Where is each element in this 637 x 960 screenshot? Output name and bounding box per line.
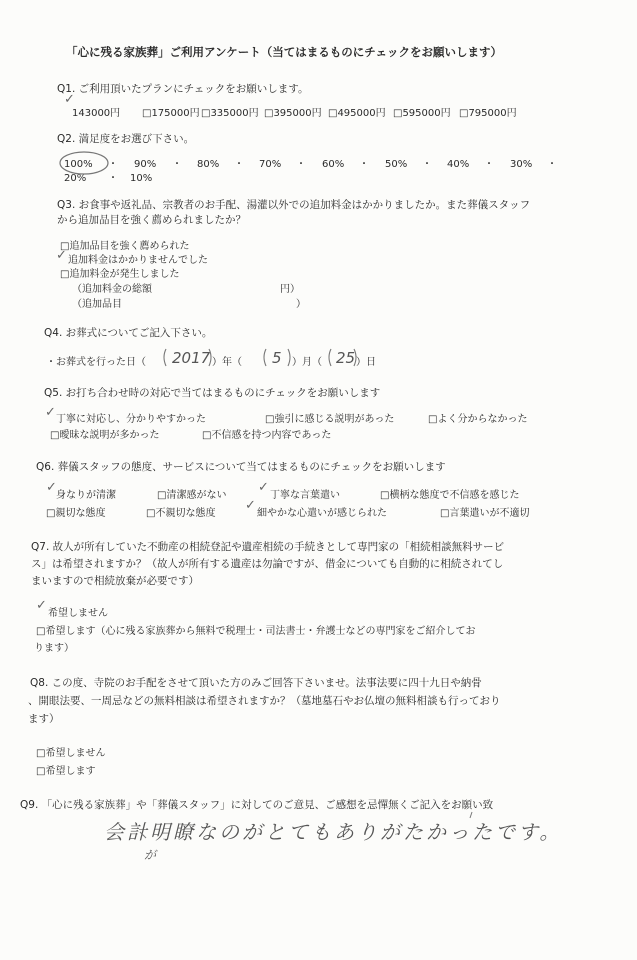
q6-checkmark-icon: ✓ xyxy=(258,480,269,495)
q5-option-vague[interactable]: □曖昧な説明が多かった xyxy=(50,430,160,441)
q1-option-335000[interactable]: □335000円 xyxy=(201,108,259,119)
q1-option-595000[interactable]: □595000円 xyxy=(393,108,451,119)
q4-month-paren-left xyxy=(264,349,266,366)
q2-option-90[interactable]: 90% xyxy=(134,159,157,170)
q2-selection-circle xyxy=(60,152,108,174)
q3-detail-total-unit: 円） xyxy=(280,284,300,295)
q3-detail-total-label: （追加料金の総額 xyxy=(72,284,152,295)
q2-separator: ・ xyxy=(108,173,118,184)
q6-option-kind[interactable]: □親切な態度 xyxy=(46,508,106,519)
q2-option-50[interactable]: 50% xyxy=(385,159,408,170)
q2-separator: ・ xyxy=(172,159,182,170)
q1-option-795000[interactable]: □795000円 xyxy=(459,108,517,119)
q6-option-attentive[interactable]: 細やかな心遣いが感じられた xyxy=(257,508,387,519)
q8-option-no[interactable]: □希望しません xyxy=(36,748,106,759)
q5-option-distrust[interactable]: □不信感を持つ内容であった xyxy=(202,430,332,441)
q3-option-strongly-recommended[interactable]: □追加品目を強く薦められた xyxy=(60,241,190,252)
q4-day-paren-right xyxy=(354,349,356,366)
q3-detail-items-label: （追加品目 xyxy=(72,299,122,310)
q5-option-polite[interactable]: 丁寧に対応し、分かりやすかった xyxy=(56,414,206,425)
q2-option-60[interactable]: 60% xyxy=(322,159,345,170)
q4-date-label: ・お葬式を行った日（ xyxy=(46,357,146,368)
q6-option-not-clean[interactable]: □清潔感がない xyxy=(157,490,227,501)
q4-question: Q4. お葬式についてご記入下さい。 xyxy=(44,327,213,339)
q4-month-unit: ）月（ xyxy=(292,357,322,368)
q4-year-value[interactable]: 2017 xyxy=(172,349,211,367)
q2-separator: ・ xyxy=(547,159,557,170)
q7-checkmark-icon: ✓ xyxy=(36,598,47,613)
q5-option-unclear[interactable]: □よく分からなかった xyxy=(428,414,528,425)
q6-option-bad-language[interactable]: □言葉遣いが不適切 xyxy=(440,508,530,519)
q6-question: Q6. 葬儀スタッフの態度、サービスについて当てはまるものにチェックをお願いします xyxy=(36,461,446,473)
q1-option-175000[interactable]: □175000円 xyxy=(142,108,200,119)
q2-separator: ・ xyxy=(422,159,432,170)
q7-option-yes-line2: ります） xyxy=(34,643,74,654)
q4-year-paren-right xyxy=(209,349,211,366)
q4-year-unit: ）年（ xyxy=(212,357,242,368)
q6-checkmark-icon: ✓ xyxy=(46,480,57,495)
q8-question-line1: Q8. この度、寺院のお手配をさせて頂いた方のみご回答下さいませ。法事法要に四十九日や納骨 xyxy=(30,677,482,689)
q8-question-line2: 、開眼法要、一周忌などの無料相談は希望されますか？（墓地墓石やお仏壇の無料相談も行っており xyxy=(28,695,501,707)
q3-option-extra-fee[interactable]: □追加料金が発生しました xyxy=(60,269,180,280)
q1-question: Q1. ご利用頂いたプランにチェックをお願いします。 xyxy=(57,83,309,95)
q5-question: Q5. お打ち合わせ時の対応で当てはまるものにチェックをお願いします xyxy=(44,387,381,399)
q2-option-40[interactable]: 40% xyxy=(447,159,470,170)
q3-option-no-extra-fee[interactable]: 追加料金はかかりませんでした xyxy=(68,255,208,266)
q5-option-pushy[interactable]: □強引に感じる説明があった xyxy=(265,414,395,425)
q7-question-line3: まいますので相続放棄が必要です） xyxy=(31,575,199,587)
q3-checkmark-icon: ✓ xyxy=(56,248,67,263)
q4-day-unit: ）日 xyxy=(356,357,376,368)
q1-option-395000[interactable]: □395000円 xyxy=(264,108,322,119)
q9-answer-correction: が xyxy=(144,848,157,862)
q6-option-unkind[interactable]: □不親切な態度 xyxy=(146,508,216,519)
survey-title: 「心に残る家族葬」ご利用アンケート（当てはまるものにチェックをお願いします） xyxy=(66,45,502,59)
q2-separator: ・ xyxy=(484,159,494,170)
q3-question-line2: から追加品目を強く薦められましたか？ xyxy=(57,214,246,226)
q2-separator: ・ xyxy=(234,159,244,170)
q4-month-value[interactable]: 5 xyxy=(272,349,282,367)
q7-question-line2: ス」は希望されますか？（故人が所有する遺産は勿論ですが、借金についても自動的に相続されてし xyxy=(31,558,504,570)
q6-option-clean[interactable]: 身なりが清潔 xyxy=(56,490,116,501)
q3-question-line1: Q3. お食事や返礼品、宗教者のお手配、湯灌以外での追加料金はかかりましたか。また葬儀スタッフ xyxy=(57,199,531,211)
q2-option-20[interactable]: 20% xyxy=(64,173,87,184)
q1-option-495000[interactable]: □495000円 xyxy=(328,108,386,119)
q2-option-80[interactable]: 80% xyxy=(197,159,220,170)
q2-separator: ・ xyxy=(359,159,369,170)
q9-tick-mark xyxy=(470,812,472,818)
q2-option-10[interactable]: 10% xyxy=(130,173,153,184)
q6-option-arrogant[interactable]: □横柄な態度で不信感を感じた xyxy=(380,490,520,501)
q2-separator: ・ xyxy=(296,159,306,170)
q9-answer[interactable]: 会計明瞭なのがとてもありがたかったです。 xyxy=(104,820,563,844)
q4-day-paren-left xyxy=(329,349,331,366)
q7-option-yes-line1[interactable]: □希望します（心に残る家族葬から無料で税理士・司法書士・弁護士などの専門家をご紹介してお xyxy=(36,626,476,637)
q2-option-70[interactable]: 70% xyxy=(259,159,282,170)
q4-day-value[interactable]: 25 xyxy=(336,349,356,367)
q5-checkmark-icon: ✓ xyxy=(45,405,56,420)
q4-year-paren-left xyxy=(164,349,166,366)
q7-question-line1: Q7. 故人が所有していた不動産の相続登記や遺産相続の手続きとして専門家の「相続相談無料サービ xyxy=(31,541,505,553)
q8-option-yes[interactable]: □希望します xyxy=(36,766,96,777)
q6-checkmark-icon: ✓ xyxy=(245,498,256,513)
q9-question: Q9. 「心に残る家族葬」や「葬儀スタッフ」に対してのご意見、ご感想を忌憚無くご記入をお願い致 xyxy=(20,799,494,811)
q2-option-100[interactable]: 100% xyxy=(64,159,93,170)
q3-detail-items-close: ） xyxy=(296,299,306,310)
q1-checkmark-icon: ✓ xyxy=(64,92,75,107)
q2-separator: ・ xyxy=(108,159,118,170)
q7-option-no[interactable]: 希望しません xyxy=(48,608,108,619)
q9-insertion-mark xyxy=(140,832,146,838)
q2-option-30[interactable]: 30% xyxy=(510,159,533,170)
q8-question-line3: ます） xyxy=(28,713,60,725)
q2-question: Q2. 満足度をお選び下さい。 xyxy=(57,133,195,145)
q1-option-143000[interactable]: 143000円 xyxy=(72,108,121,119)
q4-month-paren-right xyxy=(288,349,290,366)
q6-option-polite-speech[interactable]: 丁寧な言葉遣い xyxy=(270,490,340,501)
